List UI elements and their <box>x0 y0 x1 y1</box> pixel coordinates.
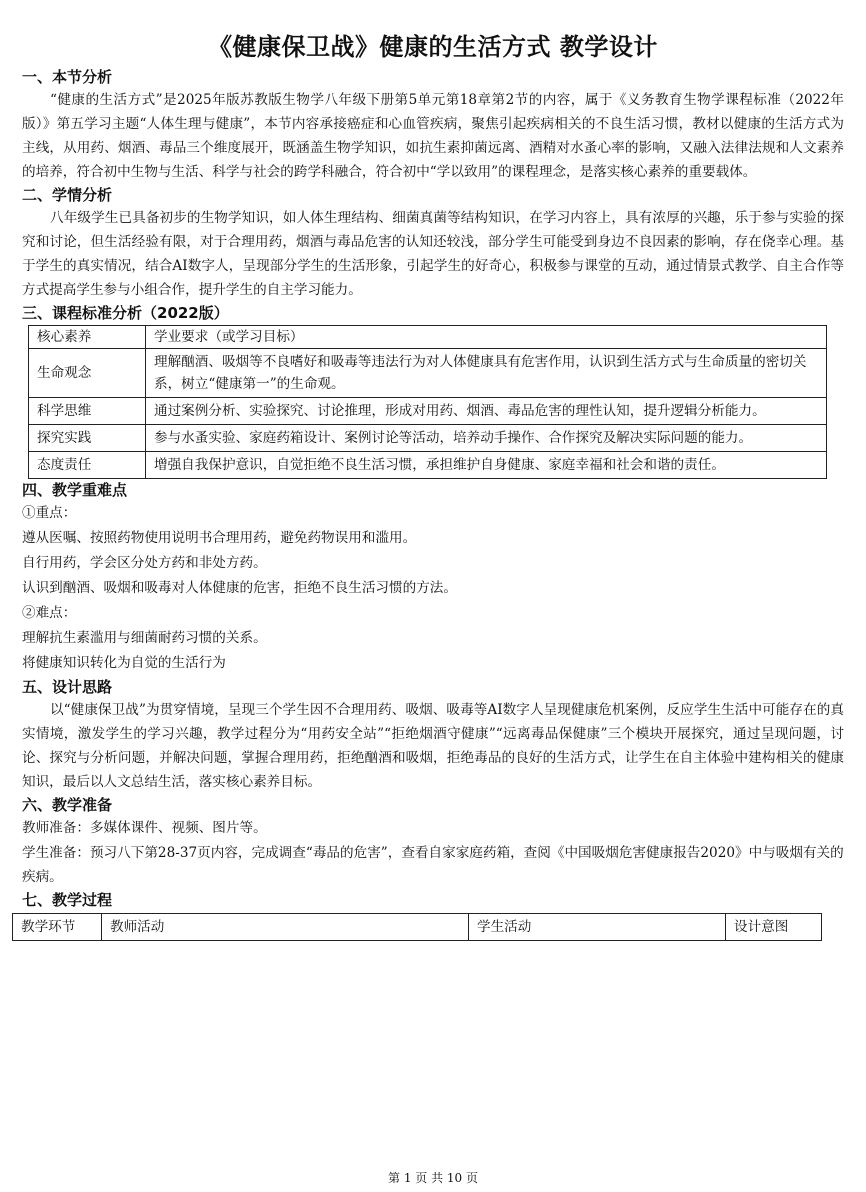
section-heading-preparation: 六、教学准备 <box>22 796 113 814</box>
table-cell-competency: 态度责任 <box>29 452 146 479</box>
section-heading-design-idea: 五、设计思路 <box>22 678 113 696</box>
key-points-label: ①重点： <box>22 505 77 521</box>
table-cell-competency: 探究实践 <box>29 425 146 452</box>
section-design-idea-text: 以“健康保卫战”为贯穿情境，呈现三个学生因不合理用药、吸烟、吸毒等AI数字人呈现健康危机案例，反应学生生活中可能存在的真实情境，激发学生的学习兴趣，教学过程分为“用药安全站”“拒绝烟酒守健康”“远离毒品保健康”三个模块开展探究，通过呈现问题，讨论、探究与分析问题，并解决问题，掌握合理用药，拒绝酗酒和吸烟，拒绝毒品的良好的生活方式，让学生在自主体验中建构相关的健康知识，最后以人文总结生活，落实核心素养目标。 <box>22 702 844 790</box>
table-header-cell: 设计意图 <box>726 914 822 941</box>
difficult-points-label: ②难点： <box>22 605 77 621</box>
teacher-preparation: 教师准备：多媒体课件、视频、图片等。 <box>22 820 267 836</box>
section-student-analysis-text: 八年级学生已具备初步的生物学知识，如人体生理结构、细菌真菌等结构知识，在学习内容上，具有浓厚的兴趣，乐于参与实验的探究和讨论，但生活经验有限，对于合理用药，烟酒与毒品危害的认知还较浅，部分学生可能受到身边不良因素的影响，存在侥幸心理。基于学生的真实情况，结合AI数字人，呈现部分学生的生活形象，引起学生的好奇心，积极参与课堂的互动，通过情景式教学、自主合作等方式提高学生参与小组合作，提升学生的自主学习能力。 <box>22 210 844 298</box>
section-heading-teaching-process: 七、教学过程 <box>22 891 113 909</box>
teaching-process-table <box>12 913 822 941</box>
difficult-point-item: 将健康知识转化为自觉的生活行为 <box>22 655 226 671</box>
page-footer: 第 1 页 共 10 页 <box>388 1171 478 1185</box>
section-heading-curriculum-standard: 三、课程标准分析（2022版） <box>22 304 229 322</box>
table-cell-requirement: 理解酗酒、吸烟等不良嗜好和吸毒等违法行为对人体健康具有危害作用，认识到生活方式与生命质量的密切关系，树立“健康第一”的生命观。 <box>146 349 827 398</box>
section-analysis-text: “健康的生活方式”是2025年版苏教版生物学八年级下册第5单元第18章第2节的内容，属于《义务教育生物学课程标准（2022年版）》第五学习主题“人体生理与健康”，本节内容承接癌症和心血管疾病，聚焦引起疾病相关的不良生活习惯，教材以健康的生活方式为主线，从用药、烟酒、毒品三个维度展开，既涵盖生物学知识，如抗生素抑菌远离、酒精对水蚤心率的影响，又融入法律法规和人文素养的培养，符合初中生物与生活、科学与社会的跨学科融合，符合初中“学以致用”的课程理念，是落实核心素养的重要载体。 <box>22 92 844 180</box>
table-row <box>29 398 827 425</box>
table-row <box>29 349 827 398</box>
section-heading-student-analysis: 二、学情分析 <box>22 186 113 204</box>
document-title: 《健康保卫战》健康的生活方式 教学设计 <box>208 33 658 61</box>
table-header-cell: 教师活动 <box>102 914 469 941</box>
table-cell-requirement: 参与水蚤实验、家庭药箱设计、案例讨论等活动，培养动手操作、合作探究及解决实际问题的能力。 <box>146 425 827 452</box>
document-body <box>22 66 844 941</box>
table-cell-competency: 科学思维 <box>29 398 146 425</box>
table-header-cell: 学业要求（或学习目标） <box>146 326 827 349</box>
table-cell-requirement: 增强自我保护意识，自觉拒绝不良生活习惯，承担维护自身健康、家庭幸福和社会和谐的责任。 <box>146 452 827 479</box>
table-header-row <box>13 914 822 941</box>
key-point-item: 遵从医嘱、按照药物使用说明书合理用药，避免药物误用和滥用。 <box>22 530 417 546</box>
table-header-cell: 核心素养 <box>29 326 146 349</box>
difficult-point-item: 理解抗生素滥用与细菌耐药习惯的关系。 <box>22 630 267 646</box>
student-preparation: 学生准备：预习八下第28-37页内容，完成调查“毒品的危害”，查看自家家庭药箱，查阅《中国吸烟危害健康报告2020》中与吸烟有关的疾病。 <box>22 845 844 885</box>
section-heading-key-points: 四、教学重难点 <box>22 481 128 499</box>
key-point-item: 自行用药，学会区分处方药和非处方药。 <box>22 555 267 571</box>
table-row <box>29 452 827 479</box>
table-header-cell: 学生活动 <box>469 914 726 941</box>
curriculum-standard-table <box>28 325 827 479</box>
section-heading-analysis: 一、本节分析 <box>22 68 113 86</box>
key-point-item: 认识到酗酒、吸烟和吸毒对人体健康的危害，拒绝不良生活习惯的方法。 <box>22 580 457 596</box>
table-row <box>29 425 827 452</box>
table-header-cell: 教学环节 <box>13 914 102 941</box>
table-cell-requirement: 通过案例分析、实验探究、讨论推理，形成对用药、烟酒、毒品危害的理性认知，提升逻辑分析能力。 <box>146 398 827 425</box>
table-cell-competency: 生命观念 <box>29 349 146 398</box>
table-header-row <box>29 326 827 349</box>
